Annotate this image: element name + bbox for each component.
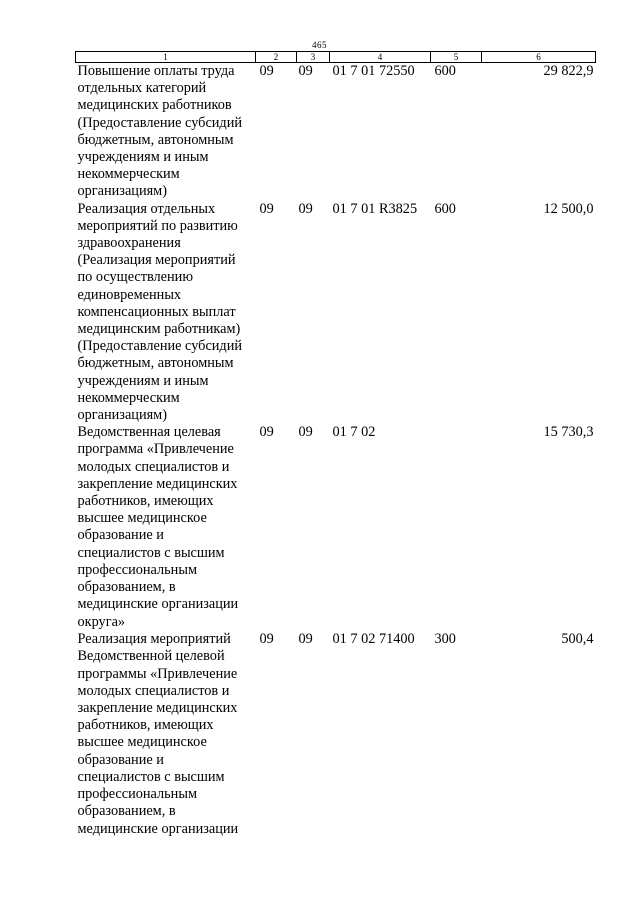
cell-name-line: закрепление медицинских — [77, 700, 238, 717]
cell-name-line: закрепление медицинских — [77, 475, 238, 492]
cell-section: 09 — [259, 200, 274, 217]
cell-name-line: образованием, в — [77, 803, 176, 820]
budget-table — [75, 51, 596, 838]
cell-target-article: 01 7 01 R3825 — [332, 200, 418, 217]
cell-amount: 29 822,9 — [543, 63, 594, 79]
cell-section: 09 — [259, 631, 274, 648]
cell-name-line: организациям) — [77, 183, 167, 200]
cell-section: 09 — [259, 424, 274, 441]
cell-name-line: учреждениям и иным — [77, 149, 209, 166]
cell-expense-type: 600 — [434, 200, 456, 217]
table-row — [76, 201, 596, 425]
table-row — [76, 631, 596, 837]
cell-name-line: здравоохранения — [77, 235, 181, 252]
cell-name — [76, 201, 256, 425]
cell-name-line: молодых специалистов и — [77, 458, 230, 475]
cell-name-line: высшее медицинское — [77, 734, 207, 751]
cell-name — [76, 63, 256, 201]
cell-name-line: высшее медицинское — [77, 510, 207, 527]
cell-name-line: некоммерческим — [77, 389, 180, 406]
cell-name-line: единовременных — [77, 286, 182, 303]
cell-name-line: медицинские организации — [77, 596, 239, 613]
cell-name-line: Ведомственной целевой — [77, 648, 225, 665]
table-header — [76, 52, 596, 63]
cell-name-line: организациям) — [77, 407, 167, 424]
cell-name-line: Ведомственная целевая — [77, 424, 221, 441]
cell-name — [76, 424, 256, 631]
cell-subsection: 09 — [298, 63, 313, 79]
cell-amount: 12 500,0 — [543, 200, 594, 217]
cell-amount: 15 730,3 — [543, 424, 594, 441]
cell-name-line: работников, имеющих — [77, 493, 214, 510]
cell-name-line: профессиональным — [77, 786, 197, 803]
cell-name — [76, 631, 256, 837]
cell-name-line: программы «Привлечение — [77, 665, 238, 682]
cell-target-article: 01 7 02 71400 — [332, 631, 415, 648]
cell-name-line: Повышение оплаты труда — [77, 63, 235, 79]
cell-target-article: 01 7 02 — [332, 424, 376, 441]
cell-name-line: округа» — [77, 613, 126, 630]
cell-target-article: 01 7 01 72550 — [332, 63, 415, 79]
cell-name-line: (Предоставление субсидий — [77, 114, 243, 131]
cell-name-line: образование и — [77, 751, 164, 768]
cell-name-line: мероприятий по развитию — [77, 217, 238, 234]
cell-name-line: медицинские организации — [77, 820, 239, 837]
table-body — [76, 63, 596, 838]
cell-name-line: (Предоставление субсидий — [77, 338, 243, 355]
cell-name-line: некоммерческим — [77, 166, 180, 183]
cell-name-line: специалистов с высшим — [77, 544, 225, 561]
cell-name-line: медицинским работникам) — [77, 321, 241, 338]
header-col-6: 6 — [482, 52, 596, 63]
cell-name-line: образованием, в — [77, 579, 176, 596]
cell-name-line: медицинских работников — [77, 97, 232, 114]
cell-subsection: 09 — [298, 631, 313, 648]
cell-subsection: 09 — [298, 424, 313, 441]
cell-name-line: учреждениям и иным — [77, 372, 209, 389]
cell-name-line: отдельных категорий — [77, 80, 207, 97]
header-col-4: 4 — [330, 52, 431, 63]
table-row — [76, 424, 596, 631]
header-row — [76, 52, 596, 63]
cell-amount: 500,4 — [561, 631, 594, 648]
header-col-3: 3 — [297, 52, 330, 63]
header-col-2: 2 — [256, 52, 297, 63]
cell-name-line: работников, имеющих — [77, 717, 214, 734]
cell-name-line: Реализация мероприятий — [77, 631, 231, 648]
cell-name-line: образование и — [77, 527, 164, 544]
cell-name-line: молодых специалистов и — [77, 682, 230, 699]
cell-section: 09 — [259, 63, 274, 79]
table-row — [76, 63, 596, 201]
cell-name-line: компенсационных выплат — [77, 303, 236, 320]
cell-name-line: Реализация отдельных — [77, 200, 216, 217]
cell-name-line: специалистов с высшим — [77, 768, 225, 785]
cell-name-line: по осуществлению — [77, 269, 194, 286]
cell-name-line: программа «Привлечение — [77, 441, 234, 458]
cell-expense-type — [431, 424, 482, 631]
cell-name-line: (Реализация мероприятий — [77, 252, 236, 269]
cell-name-line: бюджетным, автономным — [77, 131, 234, 148]
header-col-5: 5 — [431, 52, 482, 63]
cell-subsection: 09 — [298, 200, 313, 217]
cell-name-line: бюджетным, автономным — [77, 355, 234, 372]
header-col-1: 1 — [76, 52, 256, 63]
cell-name-line: профессиональным — [77, 561, 197, 578]
page-number: 465 — [312, 40, 327, 50]
cell-expense-type: 300 — [434, 631, 456, 648]
cell-expense-type: 600 — [434, 63, 456, 79]
